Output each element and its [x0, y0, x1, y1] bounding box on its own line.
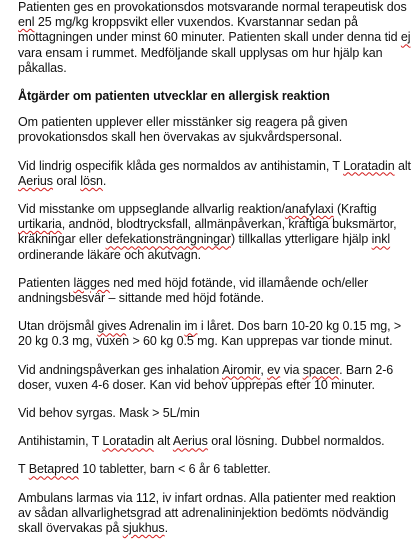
text-run: (Kraftig — [333, 202, 377, 217]
spellcheck-word: sjukhus — [122, 521, 165, 536]
monitoring-paragraph — [18, 115, 411, 145]
text-run: Antihistamin, T — [18, 434, 103, 449]
text-run: Vid andningspåverkan ges inhalation — [18, 362, 222, 377]
spellcheck-word: anafylaxi — [284, 202, 334, 217]
antihistamine-paragraph — [18, 434, 411, 449]
text-run: i låret. Dos barn 10-20 kg 0.15 mg, > 20 kg 0.3 mg, vuxen > 60 kg 0.5 mg. Kan upprepas var tionde minut. — [18, 319, 402, 349]
adrenaline-paragraph — [18, 319, 411, 349]
text-run: Vid behov syrgas. Mask > 5L/min — [18, 406, 200, 421]
text-run: Patienten — [18, 275, 74, 290]
spellcheck-word: lägges — [73, 275, 110, 290]
text-run: Vid misstanke om uppseglande allvarlig reaktion/ — [18, 202, 285, 217]
text-run: Adrenalin — [126, 319, 185, 334]
spellcheck-word: lösn — [80, 173, 103, 188]
betapred-paragraph — [18, 462, 411, 477]
intro-paragraph — [18, 0, 411, 76]
text-run: alt — [394, 158, 411, 173]
spellcheck-word: spacer — [302, 362, 340, 377]
spellcheck-word: urtikaria — [18, 217, 62, 232]
spellcheck-word: Loratadin — [343, 158, 395, 173]
text-run: Vid lindrig ospecifik klåda ges normaldos av antihistamin, T — [18, 158, 344, 173]
text-run: vara ensam i rummet. Medföljande skall upplysas om hur hjälp kan påkallas. — [18, 45, 383, 75]
text-run: . Barn 2-6 doser, vuxen 4-6 doser. Kan vid behov upprepas efter 10 minuter. — [18, 362, 394, 392]
text-run: Ambulans larmas via 112, iv infart ordnas. Alla patienter med reaktion av sådan allvarlighetsgrad att adrenalininjektion bedömts nödvändig skall övervakas på — [18, 490, 396, 536]
text-run: via — [280, 362, 303, 377]
text-run: T — [18, 462, 29, 477]
spellcheck-word: Aerius — [18, 173, 53, 188]
text-run: , andnöd, blodtrycksfall, allmänpåverkan, kraftiga buksmärtor, kräkningar eller — [18, 217, 397, 247]
ambulance-paragraph — [18, 491, 411, 537]
mild-itch-paragraph — [18, 159, 411, 189]
text-run: Om patienten upplever eller misstänker sig reagera på given provokationsdos skall hen övervakas av sjukvårdspersonal. — [18, 115, 348, 145]
spellcheck-word: Airomir — [222, 362, 261, 377]
spellcheck-word: ej — [400, 30, 411, 45]
spellcheck-word: Betapred — [28, 462, 79, 477]
text-run: Patienten ges en provokationsdos motsvarande normal terapeutisk dos — [18, 0, 407, 14]
text-run: ordinerande läkare och akutvagn. — [18, 247, 201, 262]
text-run: ) tillkallas ytterligare hjälp — [231, 232, 372, 247]
spellcheck-word: im — [184, 319, 198, 334]
spellcheck-word: gives — [97, 319, 127, 334]
spellcheck-word: Aerius — [172, 434, 208, 449]
text-run: ned med höjd fotände, vid illamående och/eller andningsbesvär – sittande med höjd fotände. — [18, 275, 369, 306]
text-run: 10 tabletter, barn < 6 år 6 tabletter. — [78, 462, 271, 477]
positioning-paragraph — [18, 276, 411, 306]
text-run: . — [102, 173, 107, 188]
text-run: oral — [52, 173, 81, 188]
spellcheck-word: Loratadin — [102, 434, 154, 449]
text-run: oral lösning. Dubbel normaldos. — [207, 434, 385, 449]
text-run: , — [260, 362, 268, 377]
inhalation-paragraph — [18, 363, 411, 393]
spellcheck-word: defekationsträngningar — [105, 232, 231, 247]
section-heading — [18, 89, 411, 104]
spellcheck-word: inkl — [371, 232, 391, 247]
text-run: Åtgärder om patienten utvecklar en allergisk reaktion — [18, 89, 330, 104]
text-run: 25 mg/kg kroppsvikt eller vuxendos. Kvarstannar sedan på mottagningen under minst 60 minuter. Patienten skall under denna tid — [18, 15, 401, 45]
severe-reaction-paragraph — [18, 202, 411, 263]
spellcheck-word: enl — [18, 15, 35, 30]
text-run: alt — [153, 434, 173, 449]
oxygen-paragraph — [18, 406, 411, 421]
text-run: Utan dröjsmål — [18, 319, 98, 334]
spellcheck-word: ev — [267, 362, 281, 377]
text-run: . — [164, 521, 169, 536]
